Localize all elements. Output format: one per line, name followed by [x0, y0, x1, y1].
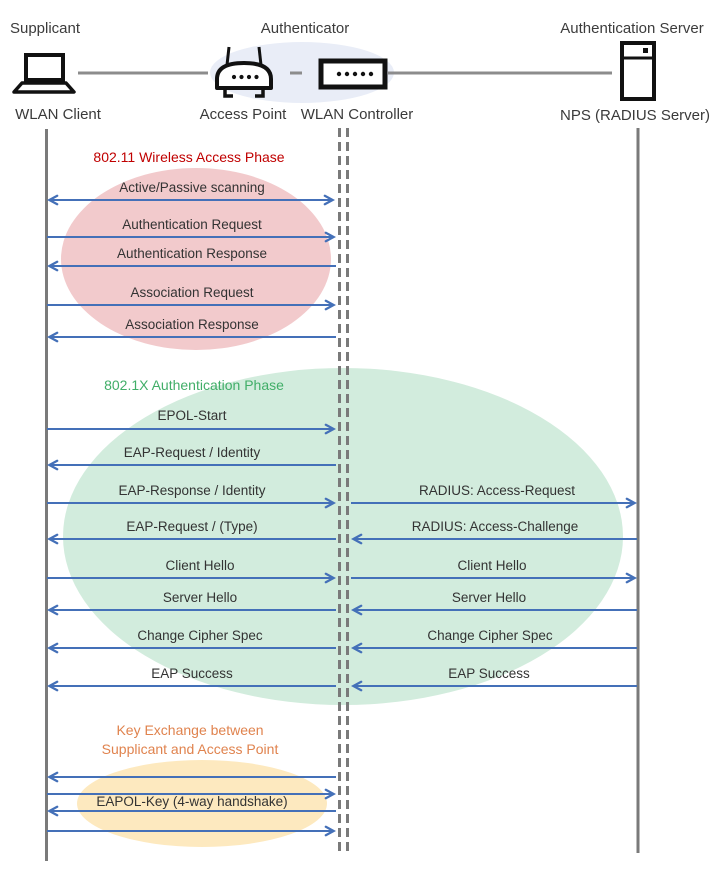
- msg-server-hello-right: Server Hello: [451, 590, 527, 605]
- msg-server-hello-left: Server Hello: [162, 590, 238, 605]
- msg-assoc-response: Association Response: [125, 317, 259, 332]
- msg-epol-start: EPOL-Start: [157, 408, 227, 423]
- msg-eap-response-identity: EAP-Response / Identity: [118, 483, 266, 498]
- device-nps-server: NPS (RADIUS Server): [559, 107, 711, 124]
- wlan-controller-icon: [318, 58, 388, 90]
- msg-eap-success-left: EAP Success: [151, 666, 233, 681]
- role-auth-server: Authentication Server: [560, 20, 704, 37]
- device-wlan-client: WLAN Client: [15, 106, 101, 123]
- device-wlan-controller: WLAN Controller: [300, 106, 414, 123]
- msg-auth-request: Authentication Request: [122, 217, 262, 232]
- msg-assoc-request: Association Request: [130, 285, 254, 300]
- msg-client-hello-right: Client Hello: [457, 558, 527, 573]
- phase-title-key-exchange-1: Key Exchange between: [116, 722, 264, 738]
- msg-change-cipher-left: Change Cipher Spec: [137, 628, 263, 643]
- laptop-icon: [12, 52, 76, 96]
- msg-eap-request-identity: EAP-Request / Identity: [123, 445, 261, 460]
- msg-radius-access-request: RADIUS: Access-Request: [418, 483, 576, 498]
- device-access-point: Access Point: [199, 106, 287, 123]
- role-supplicant: Supplicant: [9, 20, 81, 37]
- msg-eap-request-type: EAP-Request / (Type): [126, 519, 258, 534]
- msg-change-cipher-right: Change Cipher Spec: [427, 628, 553, 643]
- msg-eap-success-right: EAP Success: [448, 666, 530, 681]
- phase-title-dot1x: 802.1X Authentication Phase: [104, 377, 284, 393]
- phase-title-key-exchange-2: Supplicant and Access Point: [101, 741, 279, 757]
- role-authenticator: Authenticator: [260, 20, 350, 37]
- msg-client-hello-left: Client Hello: [165, 558, 235, 573]
- msg-auth-response: Authentication Response: [116, 246, 268, 261]
- phase-title-wireless: 802.11 Wireless Access Phase: [93, 149, 285, 165]
- server-icon: [619, 40, 657, 102]
- msg-scanning: Active/Passive scanning: [119, 180, 265, 195]
- msg-radius-access-challenge: RADIUS: Access-Challenge: [411, 519, 579, 534]
- msg-eapol-key: EAPOL-Key (4-way handshake): [96, 794, 288, 809]
- access-point-icon: [212, 44, 276, 102]
